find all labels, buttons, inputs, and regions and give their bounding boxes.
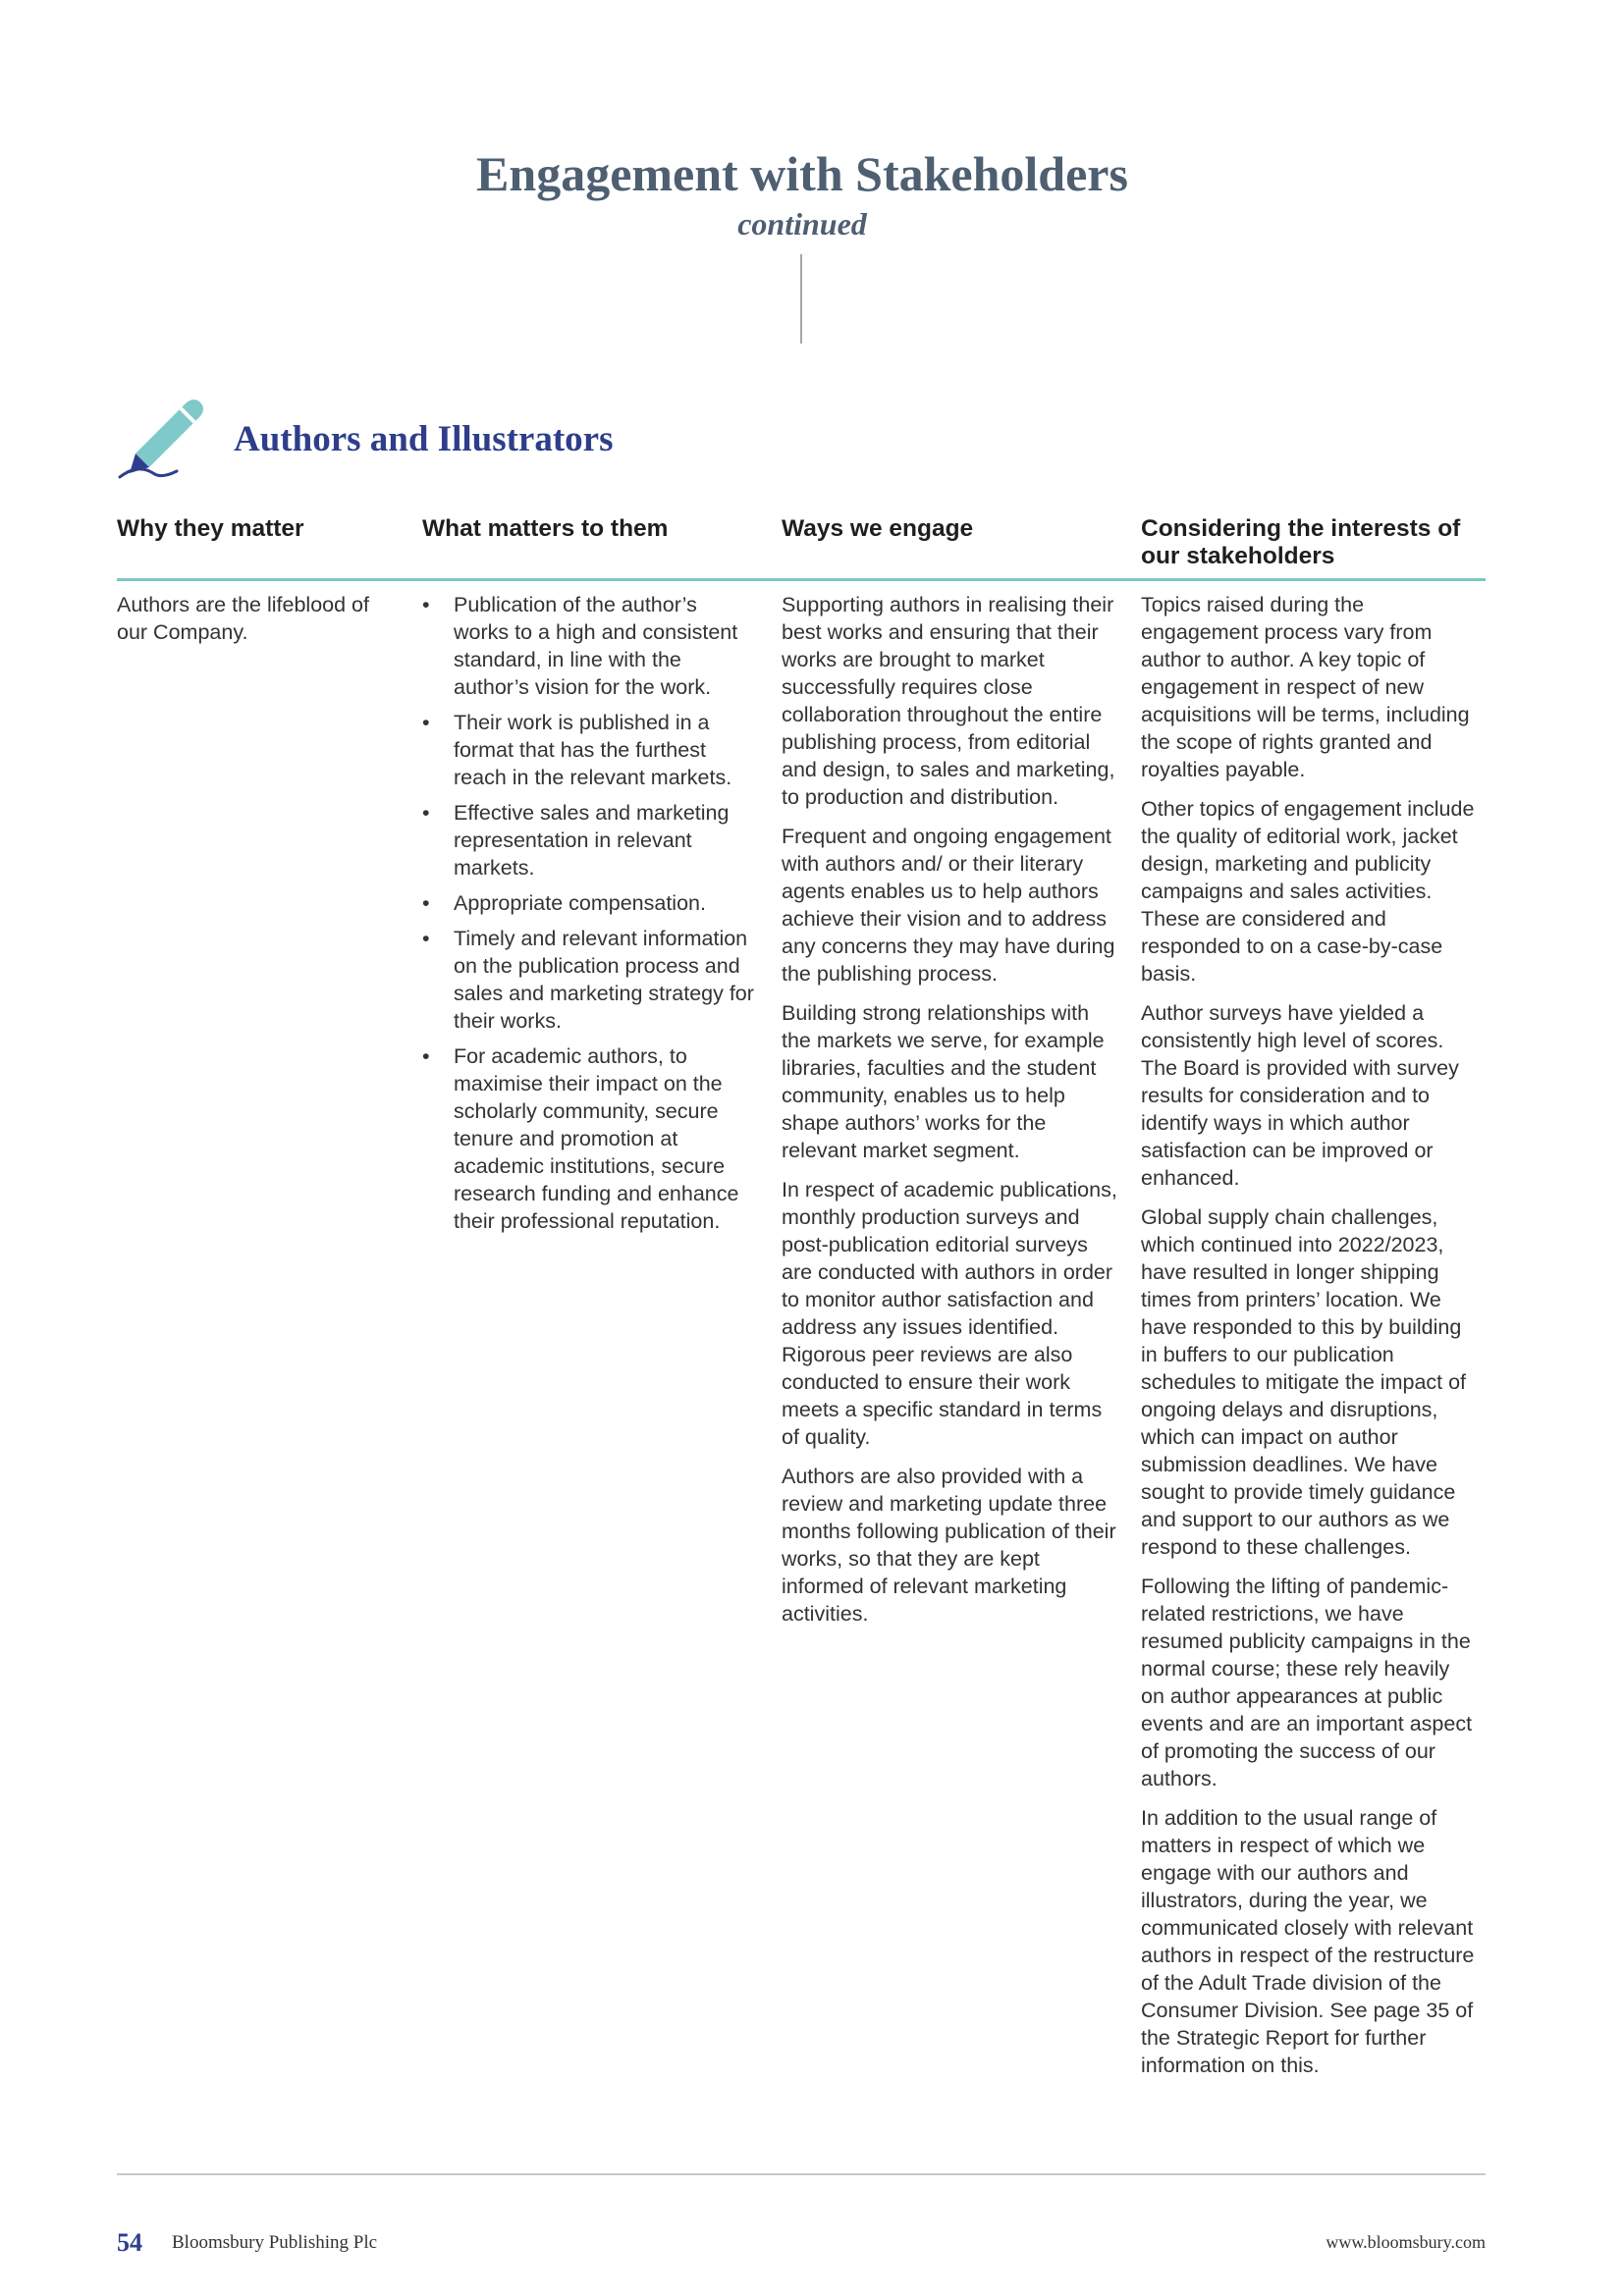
website-link[interactable]: www.bloomsbury.com	[1326, 2232, 1486, 2252]
paragraph: Topics raised during the engagement process vary from author to author. A key topic of engagement in respect of new acquisitions will be terms, including the scope of rights granted and royalties payable.	[1141, 593, 1470, 781]
list-item-text: Appropriate compensation.	[454, 891, 706, 915]
list-item	[422, 709, 756, 791]
paragraph: In addition to the usual range of matters in respect of which we engage with our authors and illustrators, during the year, we communicated closely with relevant authors in respect of the restructure of the Adult Trade division of the Consumer Division. See page 35 of the Strategic Report for further information on this.	[1141, 1806, 1475, 2077]
what-matters-column	[422, 591, 756, 1243]
pen-icon	[118, 395, 208, 479]
list-item	[422, 889, 756, 917]
paragraph: Supporting authors in realising their best works and ensuring that their works are brought to market successfully requires close collaboration throughout the entire publishing process, from editorial and design, to sales and marketing, to production and distribution.	[782, 593, 1115, 809]
header-divider	[117, 578, 1486, 581]
paragraph: Other topics of engagement include the quality of editorial work, jacket design, marketing and publicity campaigns and sales activities. These are considered and responded to on a case-by-case basis.	[1141, 797, 1475, 986]
list-item-text: For academic authors, to maximise their impact on the scholarly community, secure tenure and promotion at academic institutions, secure research funding and enhance their professional reputation.	[454, 1044, 739, 1233]
bullet-icon: •	[422, 927, 430, 950]
list-item-text: Publication of the author’s works to a high and consistent standard, in line with the author’s vision for the work.	[454, 593, 738, 699]
company-name: Bloomsbury Publishing Plc	[172, 2232, 378, 2253]
paragraph: Following the lifting of pandemic-related restrictions, we have resumed publicity campaigns in the normal course; these rely heavily on author appearances at public events and are an important aspect of promoting the success of our authors.	[1141, 1575, 1473, 1790]
column-header-what: What matters to them	[422, 515, 669, 542]
section-title: Authors and Illustrators	[234, 419, 614, 459]
ways-we-engage-column	[782, 591, 1117, 1639]
bullet-icon: •	[422, 891, 430, 915]
column-header-ways: Ways we engage	[782, 515, 974, 542]
considering-interests-column	[1141, 591, 1475, 2091]
paragraph: Global supply chain challenges, which continued into 2022/2023, have resulted in longer shipping times from printers’ location. We have responded to this by building in buffers to our publication schedules to mitigate the impact of ongoing delays and disruptions, which can impact on author submission deadlines. We have sought to provide timely guidance and support to our authors as we respond to these challenges.	[1141, 1205, 1467, 1559]
bullet-icon: •	[422, 1044, 430, 1068]
page-title: Engagement with Stakeholders	[476, 146, 1128, 201]
title-divider	[800, 254, 802, 344]
why-they-matter-column	[117, 591, 395, 658]
bullet-icon: •	[422, 711, 430, 734]
paragraph: Building strong relationships with the markets we serve, for example libraries, faculties and the student community, enables us to help shape authors’ works for the relevant market segment.	[782, 1001, 1105, 1162]
paragraph: Authors are the lifeblood of our Company.	[117, 593, 369, 644]
table-bottom-divider	[117, 2173, 1486, 2175]
list-item	[422, 591, 756, 701]
page-subtitle: continued	[737, 206, 867, 241]
list-item-text: Effective sales and marketing representation in relevant markets.	[454, 801, 730, 880]
paragraph: Author surveys have yielded a consistently high level of scores. The Board is provided with survey results for consideration and to identify ways in which author satisfaction can be improved or enhanced.	[1141, 1001, 1459, 1190]
list-item	[422, 925, 756, 1035]
column-header-why: Why they matter	[117, 515, 304, 542]
list-item	[422, 799, 756, 881]
list-item	[422, 1042, 756, 1235]
page-number: 54	[117, 2228, 142, 2257]
bullet-icon: •	[422, 801, 430, 825]
list-item-text: Timely and relevant information on the publication process and sales and marketing strategy for their works.	[454, 927, 754, 1033]
list-item-text: Their work is published in a format that has the furthest reach in the relevant markets.	[454, 711, 732, 789]
paragraph: In respect of academic publications, monthly production surveys and post-publication editorial surveys are conducted with authors in order to monitor author satisfaction and address any issues identified. Rigorous peer reviews are also conducted to ensure their work meets a specific standard in terms of quality.	[782, 1178, 1117, 1449]
paragraph: Authors are also provided with a review and marketing update three months following publication of their works, so that they are kept informed of relevant marketing activities.	[782, 1465, 1116, 1626]
paragraph: Frequent and ongoing engagement with authors and/ or their literary agents enables us to help authors achieve their vision and to address any concerns they may have during the publishing process.	[782, 825, 1115, 986]
column-header-considering: Considering the interests of our stakeholders	[1141, 515, 1461, 569]
bullet-icon: •	[422, 593, 430, 616]
bullet-list	[422, 591, 756, 1235]
